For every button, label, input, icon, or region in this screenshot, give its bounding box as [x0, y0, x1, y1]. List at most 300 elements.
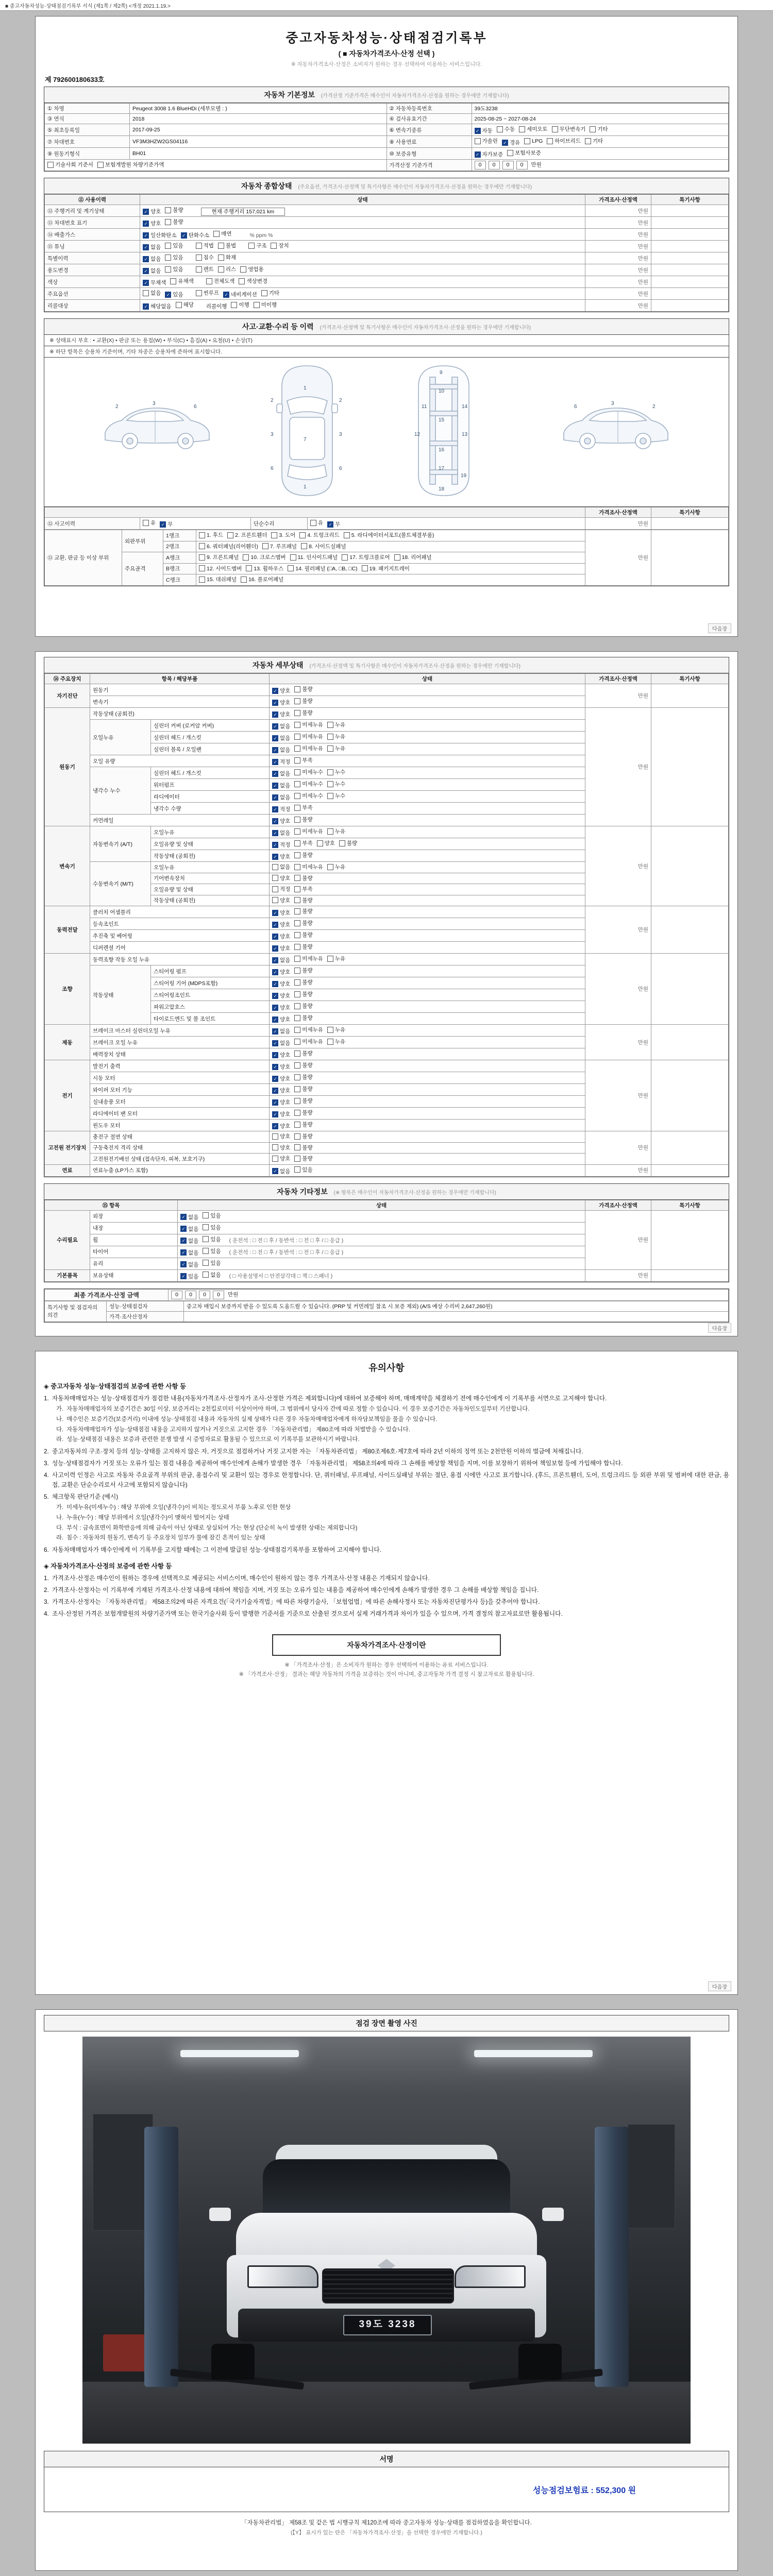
notice-item	[44, 1459, 729, 1468]
cell: ⑦ 차대번호	[45, 136, 130, 148]
checkbox-icon	[165, 219, 171, 225]
cell: ⑮ 튜닝	[45, 241, 140, 252]
checkbox-12. 사이드멤버[interactable]	[199, 565, 242, 572]
misc-row	[45, 1210, 729, 1222]
checkbox-무단변속기[interactable]	[552, 125, 586, 133]
checkbox-불량[interactable]	[294, 943, 312, 951]
checkbox-부족[interactable]	[294, 885, 312, 893]
condition-row	[45, 252, 729, 264]
checkbox-불량[interactable]	[294, 967, 312, 974]
cell	[270, 906, 585, 918]
svg-text:3: 3	[153, 401, 156, 406]
checkbox-불량[interactable]	[294, 709, 312, 717]
checkbox-icon	[294, 875, 300, 881]
checkbox-불량[interactable]	[294, 851, 312, 859]
checkbox-자동[interactable]	[475, 127, 493, 134]
checkbox-label: 양호	[280, 711, 291, 718]
checkbox-icon	[272, 875, 278, 881]
next-page-link[interactable]: 다음장	[708, 1323, 731, 1333]
checkbox-없음[interactable]	[272, 770, 290, 777]
checkbox-기타[interactable]	[585, 137, 603, 145]
checkbox-14. 필러패널 (□A, □B, □C)[interactable]	[288, 565, 357, 572]
checkbox-누유[interactable]	[327, 1026, 345, 1033]
checkbox-유[interactable]	[143, 519, 156, 527]
notice-subitem	[56, 1426, 729, 1435]
checkbox-불량[interactable]	[294, 907, 312, 915]
checkbox-없음[interactable]	[272, 782, 290, 789]
checkbox-세미오토[interactable]	[519, 125, 548, 133]
checkbox-누수[interactable]	[327, 792, 345, 800]
checkbox-영업용[interactable]	[240, 265, 263, 273]
checkbox-기타[interactable]	[590, 125, 608, 133]
checkbox-13. 휠하우스[interactable]	[246, 565, 283, 572]
checkbox-불량[interactable]	[294, 1109, 312, 1116]
checkbox-icon	[317, 840, 323, 846]
checkbox-미이행[interactable]	[254, 301, 277, 309]
checkbox-네비게이션[interactable]	[223, 291, 257, 298]
checkbox-양호[interactable]	[272, 992, 290, 999]
checkbox-누유[interactable]	[327, 1038, 345, 1045]
checkbox-3. 도어[interactable]	[271, 531, 295, 539]
checkbox-경유[interactable]	[502, 139, 520, 146]
checkbox-화재[interactable]	[218, 253, 236, 261]
checkbox-미세누유[interactable]	[294, 1026, 323, 1033]
checkbox-없음[interactable]	[272, 829, 290, 837]
checkbox-없음[interactable]	[272, 722, 290, 730]
notice-subitem-text: 누유(누수) : 해당 부위에서 오일(냉각수)이 맺혀서 떨어지는 상태	[66, 1515, 229, 1521]
checkbox-적정[interactable]	[272, 758, 290, 766]
cell	[651, 288, 729, 300]
checkbox-불량[interactable]	[294, 1132, 312, 1140]
checkbox-label: 유채색	[178, 278, 194, 284]
checkbox-checked-icon: ✓	[502, 140, 508, 146]
checkbox-있음[interactable]	[165, 253, 183, 261]
checkbox-없음[interactable]	[272, 863, 290, 871]
checkbox-미세누유[interactable]	[294, 955, 323, 962]
checkbox-불량[interactable]	[294, 1073, 312, 1081]
checkbox-label: 누유	[334, 1027, 346, 1033]
checkbox-양호[interactable]	[272, 1075, 290, 1082]
lift-post-left	[144, 2127, 178, 2387]
checkbox-17. 트렁크플로어[interactable]	[342, 553, 390, 561]
checkbox-부족[interactable]	[294, 756, 312, 764]
cell	[651, 906, 729, 954]
checkbox-불량[interactable]	[294, 1049, 312, 1057]
cell	[178, 1258, 585, 1269]
checkbox-checked-icon: ✓	[327, 521, 333, 528]
checkbox-양호[interactable]	[272, 1004, 290, 1011]
checkbox-하이브리드[interactable]	[547, 137, 581, 145]
notice-subitem-text: 성능·상태점검 내용은 보증과 관련한 분쟁 발생 시 증빙자료로 활용될 수 있으므로 이 기록부를 보관하시기 바랍니다.	[66, 1436, 360, 1443]
cell: 원동기	[45, 708, 90, 826]
checkbox-미세누수[interactable]	[294, 768, 323, 776]
checkbox-5. 라디에이터서포트(볼트체결부품)[interactable]	[344, 531, 434, 539]
checkbox-label: 누유	[334, 864, 346, 870]
checkbox-있음[interactable]	[165, 242, 183, 249]
checkbox-양호[interactable]	[272, 1155, 290, 1162]
checkbox-없음[interactable]	[180, 1225, 198, 1233]
cell	[270, 1037, 585, 1048]
checkbox-label: 7. 루프패널	[270, 543, 297, 550]
checkbox-적정[interactable]	[272, 841, 290, 849]
checkbox-불량[interactable]	[294, 697, 312, 705]
checkbox-label: 불량	[302, 908, 313, 914]
checkbox-양호[interactable]	[272, 933, 290, 940]
checkbox-불량[interactable]	[294, 1097, 312, 1105]
checkbox-적정[interactable]	[272, 885, 290, 893]
checkbox-있음[interactable]	[165, 291, 183, 298]
checkbox-무[interactable]	[327, 520, 340, 528]
checkbox-label: 일산화탄소	[150, 232, 177, 239]
checkbox-label: 무	[167, 521, 173, 528]
checkbox-LPG[interactable]	[524, 138, 543, 144]
checkbox-양호[interactable]	[272, 710, 290, 718]
checkbox-썬루프[interactable]	[196, 289, 219, 297]
price-definition-line: ※ 「가격조사·산정」 결과는 해당 자동차의 가격을 보증하는 것이 아니며, 중고자동차 가격 결정 시 참고자료로 활용됩니다.	[239, 1671, 534, 1677]
checkbox-icon	[327, 828, 333, 835]
checkbox-없음[interactable]	[180, 1237, 198, 1245]
checkbox-부족[interactable]	[294, 839, 312, 847]
checkbox-label: 양호	[280, 1016, 291, 1023]
checkbox-보험개발원 차량기준가액[interactable]	[97, 161, 164, 168]
checkbox-checked-icon: ✓	[272, 818, 278, 824]
cell	[270, 803, 585, 815]
checkbox-18. 리어패널[interactable]	[394, 553, 432, 561]
cell: 윈도우 모터	[90, 1120, 270, 1131]
checkbox-불량[interactable]	[294, 1014, 312, 1022]
section-detail-header	[44, 657, 729, 673]
checkbox-양호[interactable]	[272, 921, 290, 928]
checkbox-있음[interactable]	[294, 1166, 312, 1174]
checkbox-icon	[227, 532, 233, 538]
checkbox-불량[interactable]	[294, 896, 312, 904]
checkbox-미세누유[interactable]	[294, 863, 323, 871]
checkbox-리스[interactable]	[218, 265, 236, 273]
checkbox-checked-icon: ✓	[181, 232, 187, 239]
checkbox-label: 양호	[280, 1111, 291, 1117]
checkbox-양호[interactable]	[272, 1015, 290, 1023]
checkbox-label: 없음	[280, 783, 291, 789]
cell: ⑬ 차대번호 표기	[45, 217, 140, 229]
checkbox-9. 프론트패널[interactable]	[199, 553, 239, 561]
cell	[651, 1060, 729, 1131]
checkbox-일산화탄소[interactable]	[143, 231, 177, 239]
cell: 상태	[140, 195, 585, 205]
cell: 브레이크 마스터 실린더오일 누유	[90, 1025, 270, 1037]
checkbox-label: 불량	[302, 852, 313, 858]
checkbox-없음[interactable]	[143, 243, 161, 251]
checkbox-icon	[294, 757, 300, 764]
cell	[651, 708, 729, 826]
cell	[140, 241, 585, 252]
cell: 추진축 및 베어링	[90, 930, 270, 942]
cell: 특기사항	[651, 674, 729, 684]
checkbox-양호[interactable]	[272, 896, 290, 904]
checkbox-불량[interactable]	[165, 206, 183, 214]
checkbox-렌트[interactable]	[196, 265, 214, 273]
checkbox-구조[interactable]	[248, 242, 266, 249]
checkbox-없음[interactable]	[143, 267, 161, 275]
checkbox-불법[interactable]	[218, 242, 236, 249]
checkbox-양호[interactable]	[272, 687, 290, 694]
checkbox-탄화수소[interactable]	[181, 231, 210, 239]
checkbox-없음[interactable]	[180, 1261, 198, 1268]
condition-row	[45, 217, 729, 229]
cell: 동력조향 작동 오일 누유	[90, 954, 270, 965]
checkbox-label: 없음	[188, 1238, 199, 1244]
svg-text:16: 16	[439, 447, 445, 453]
checkbox-양호[interactable]	[272, 980, 290, 988]
checkbox-누수[interactable]	[327, 768, 345, 776]
checkbox-보험사보증[interactable]	[507, 149, 541, 157]
price-digit: 0	[475, 161, 486, 170]
checkbox-10. 크로스멤버[interactable]	[243, 553, 285, 561]
signature-area[interactable]	[44, 2467, 729, 2512]
signature-box	[44, 2451, 729, 2512]
checkbox-19. 패키지트레이[interactable]	[362, 565, 410, 572]
checkbox-불량[interactable]	[294, 1085, 312, 1093]
checkbox-16. 플로어패널[interactable]	[241, 575, 283, 583]
checkbox-없음[interactable]	[272, 1167, 290, 1175]
checkbox-누유[interactable]	[327, 733, 345, 740]
checkbox-이행[interactable]	[231, 301, 249, 309]
checkbox-icon	[294, 1144, 300, 1150]
section-note: (※ 항목은 매수인이 자동차가격조사·산정을 원하는 경우에만 기재합니다)	[333, 1190, 496, 1196]
checkbox-양호[interactable]	[272, 1144, 290, 1151]
checkbox-있음[interactable]	[203, 1212, 221, 1219]
checkbox-양호[interactable]	[143, 208, 161, 215]
checkbox-적법[interactable]	[196, 242, 214, 249]
checkbox-없음[interactable]	[143, 255, 161, 263]
checkbox-누유[interactable]	[327, 827, 345, 835]
checkbox-불량[interactable]	[294, 816, 312, 823]
checkbox-해당없음[interactable]	[143, 302, 172, 310]
cell: ② 자동차등록번호	[386, 104, 472, 114]
checkbox-불량[interactable]	[294, 1002, 312, 1010]
cell: ① 차명	[45, 104, 130, 114]
checkbox-label: 기타	[597, 126, 608, 132]
checkbox-icon	[524, 138, 530, 144]
checkbox-label: 부족	[302, 805, 313, 811]
checkbox-label: 구조	[256, 243, 267, 249]
checkbox-무채색[interactable]	[143, 279, 166, 286]
checkbox-불량[interactable]	[294, 1155, 312, 1162]
checkbox-미세누유[interactable]	[294, 744, 323, 752]
checkbox-없음[interactable]	[203, 1271, 221, 1279]
checkbox-불량[interactable]	[294, 978, 312, 986]
state-code-legend: ※ 상태표시 부호 : • 교환(X) • 판금 또는 용접(W) • 부식(C) • 흠집(A) • 요철(U) • 손상(T)	[44, 335, 729, 346]
checkbox-양호[interactable]	[272, 968, 290, 976]
checkbox-있음[interactable]	[203, 1235, 221, 1243]
checkbox-없음[interactable]	[272, 1027, 290, 1035]
cell: 고전원전기배선 상태 (접속단자, 피복, 보호기구)	[90, 1154, 270, 1165]
checkbox-양호[interactable]	[272, 1051, 290, 1059]
checkbox-가솔린[interactable]	[475, 137, 498, 145]
checkbox-전체도색[interactable]	[206, 277, 235, 285]
checkbox-미세누수[interactable]	[294, 792, 323, 800]
checkbox-기타[interactable]	[261, 289, 279, 297]
checkbox-불량[interactable]	[339, 839, 357, 847]
checkbox-icon	[310, 520, 316, 526]
checkbox-있음[interactable]	[180, 1273, 198, 1280]
cell: 배력장치 상태	[90, 1048, 270, 1060]
cell: ③ 연식	[45, 114, 130, 124]
checkbox-양호[interactable]	[272, 1122, 290, 1130]
next-page-link[interactable]: 다음장	[708, 623, 731, 633]
checkbox-없음[interactable]	[272, 746, 290, 754]
checkbox-있음[interactable]	[203, 1259, 221, 1267]
checkbox-불량[interactable]	[294, 874, 312, 882]
next-page-link[interactable]: 다음장	[708, 1981, 731, 1991]
checkbox-icon	[199, 543, 205, 549]
checkbox-icon	[327, 781, 333, 787]
checkbox-불량[interactable]	[294, 1144, 312, 1151]
checkbox-미세누수[interactable]	[294, 780, 323, 788]
checkbox-해당[interactable]	[176, 301, 194, 309]
condition-row	[45, 241, 729, 252]
checkbox-있음[interactable]	[165, 265, 183, 273]
checkbox-부족[interactable]	[294, 804, 312, 811]
checkbox-무[interactable]	[160, 520, 173, 528]
checkbox-양호[interactable]	[272, 944, 290, 952]
checkbox-매연[interactable]	[213, 230, 231, 238]
cell	[651, 684, 729, 708]
checkbox-11. 인사이드패널[interactable]	[290, 553, 338, 561]
checkbox-불량[interactable]	[294, 919, 312, 927]
checkbox-icon	[327, 734, 333, 740]
notice-item-text: 가격조사·산정자는 「자동차관리법」 제58조의2에 따른 자격요건(「국가기술자격법」에 따른 차량기술사, 「보험업법」에 따른 손해사정사 또는 자동차진단평가사 등)을 갖추어야 합니다.	[52, 1598, 540, 1605]
checkbox-양호[interactable]	[272, 817, 290, 825]
checkbox-label: 없음	[280, 794, 291, 801]
checkbox-양호[interactable]	[272, 1087, 290, 1094]
checkbox-없음[interactable]	[143, 289, 161, 297]
checkbox-미세누유[interactable]	[294, 1038, 323, 1045]
checkbox-양호[interactable]	[143, 219, 161, 227]
notice-item	[44, 1394, 729, 1403]
checkbox-15. 대쉬패널[interactable]	[199, 575, 237, 583]
checkbox-장치[interactable]	[271, 242, 289, 249]
checkbox-icon	[327, 1039, 333, 1045]
cell: 가격·조사산정자	[107, 1311, 184, 1321]
checkbox-불량[interactable]	[165, 218, 183, 226]
checkbox-양호[interactable]	[272, 874, 290, 882]
checkbox-양호[interactable]	[272, 853, 290, 860]
signature-header: 서명	[44, 2451, 729, 2467]
section-note: (주요옵션, 가격조사·산정액 및 특기사항은 매수인이 자동차가격조사·산정을 원하는 경우에만 기재합니다)	[298, 184, 532, 190]
document-number: 제 792600180633호	[45, 76, 105, 83]
checkbox-1. 후드[interactable]	[199, 531, 223, 539]
svg-text:2: 2	[115, 404, 119, 410]
checkbox-있음[interactable]	[203, 1224, 221, 1231]
checkbox-양호[interactable]	[272, 1063, 290, 1071]
checkbox-checked-icon: ✓	[272, 1028, 278, 1035]
checkbox-기술사회 기준서[interactable]	[47, 161, 93, 168]
checkbox-8. 사이드실패널[interactable]	[301, 543, 346, 550]
checkbox-침수[interactable]	[196, 253, 214, 261]
checkbox-없음[interactable]	[272, 1039, 290, 1047]
svg-text:3: 3	[271, 432, 274, 437]
checkbox-2. 프론트휀더[interactable]	[227, 531, 267, 539]
notice-subitem-text: 매수인은 보증기간(보증거리) 이내에 성능·상태점검 내용과 자동차의 실제 상태가 다른 경우 자동차매매업자에게 하자담보책임을 물을 수 있습니다.	[66, 1416, 438, 1423]
checkbox-checked-icon: ✓	[272, 747, 278, 753]
cell	[169, 1289, 729, 1300]
checkbox-label: 불량	[302, 1144, 313, 1151]
checkbox-유[interactable]	[310, 519, 323, 527]
checkbox-유채색[interactable]	[170, 277, 193, 285]
checkbox-누유[interactable]	[327, 744, 345, 752]
checkbox-미세누유[interactable]	[294, 721, 323, 728]
checkbox-양호[interactable]	[272, 1132, 290, 1140]
checkbox-누수[interactable]	[327, 780, 345, 788]
checkbox-label: 양호	[280, 818, 291, 824]
checkbox-label: 있음	[173, 243, 183, 249]
checkbox-없음[interactable]	[180, 1249, 198, 1257]
checkbox-양호[interactable]	[272, 909, 290, 917]
checkbox-양호[interactable]	[272, 1110, 290, 1118]
checkbox-icon	[294, 908, 300, 914]
checkbox-양호[interactable]	[272, 1098, 290, 1106]
checkbox-불량[interactable]	[294, 990, 312, 998]
cell	[270, 838, 585, 850]
checkbox-불량[interactable]	[294, 1121, 312, 1128]
checkbox-적정[interactable]	[272, 805, 290, 813]
checkbox-label: 없음	[188, 1261, 199, 1268]
cell: 충전구 절연 상태	[90, 1131, 270, 1143]
cell: 커먼레일	[90, 815, 270, 826]
checkbox-자가보증[interactable]	[475, 150, 503, 158]
checkbox-label: 적정	[280, 842, 291, 848]
checkbox-누유[interactable]	[327, 721, 345, 728]
svg-text:19: 19	[461, 473, 467, 479]
cell	[270, 767, 585, 779]
checkbox-없음[interactable]	[272, 793, 290, 801]
checkbox-없음[interactable]	[272, 956, 290, 964]
checkbox-양호[interactable]	[317, 839, 335, 847]
checkbox-수동[interactable]	[497, 125, 515, 133]
checkbox-불량[interactable]	[294, 685, 312, 693]
checkbox-checked-icon: ✓	[160, 521, 166, 528]
checkbox-label: 양호	[280, 945, 291, 952]
checkbox-있음[interactable]	[203, 1247, 221, 1255]
checkbox-icon	[294, 1050, 300, 1057]
checkbox-label: 미세누유	[302, 956, 323, 962]
price-digit: 0	[502, 161, 514, 170]
checkbox-label: 매연	[221, 231, 232, 237]
checkbox-7. 루프패널[interactable]	[262, 543, 297, 550]
notice-item	[44, 1609, 729, 1619]
checkbox-6. 쿼터패널(리어휀더)[interactable]	[199, 543, 258, 550]
checkbox-label: 불량	[302, 1015, 313, 1021]
cell	[270, 1013, 585, 1025]
price-digit: 0	[489, 161, 500, 170]
notice-item-text: 조사·산정된 가격은 보험개발원의 차량기준가액 또는 한국기술사회 등이 발행한 기준서를 기준으로 산출된 것으로서 실제 거래가격과 차이가 있을 수 있으며, 가격 결정의 참고자료로만 활용됩니다.	[52, 1609, 563, 1617]
checkbox-없음[interactable]	[180, 1213, 198, 1221]
checkbox-색상변경[interactable]	[239, 277, 267, 285]
checkbox-미세누유[interactable]	[294, 733, 323, 740]
checkbox-label: 양호	[280, 875, 291, 882]
checkbox-누유[interactable]	[327, 863, 345, 871]
checkbox-label: 양호	[280, 700, 291, 706]
checkbox-누유[interactable]	[327, 955, 345, 962]
checkbox-label: 침수	[203, 255, 214, 261]
cell: 만원	[585, 241, 651, 252]
checkbox-불량[interactable]	[294, 1061, 312, 1069]
checkbox-4. 트렁크리드[interactable]	[299, 531, 339, 539]
checkbox-없음[interactable]	[272, 734, 290, 742]
checkbox-미세누유[interactable]	[294, 827, 323, 835]
checkbox-양호[interactable]	[272, 699, 290, 706]
checkbox-불량[interactable]	[294, 931, 312, 939]
